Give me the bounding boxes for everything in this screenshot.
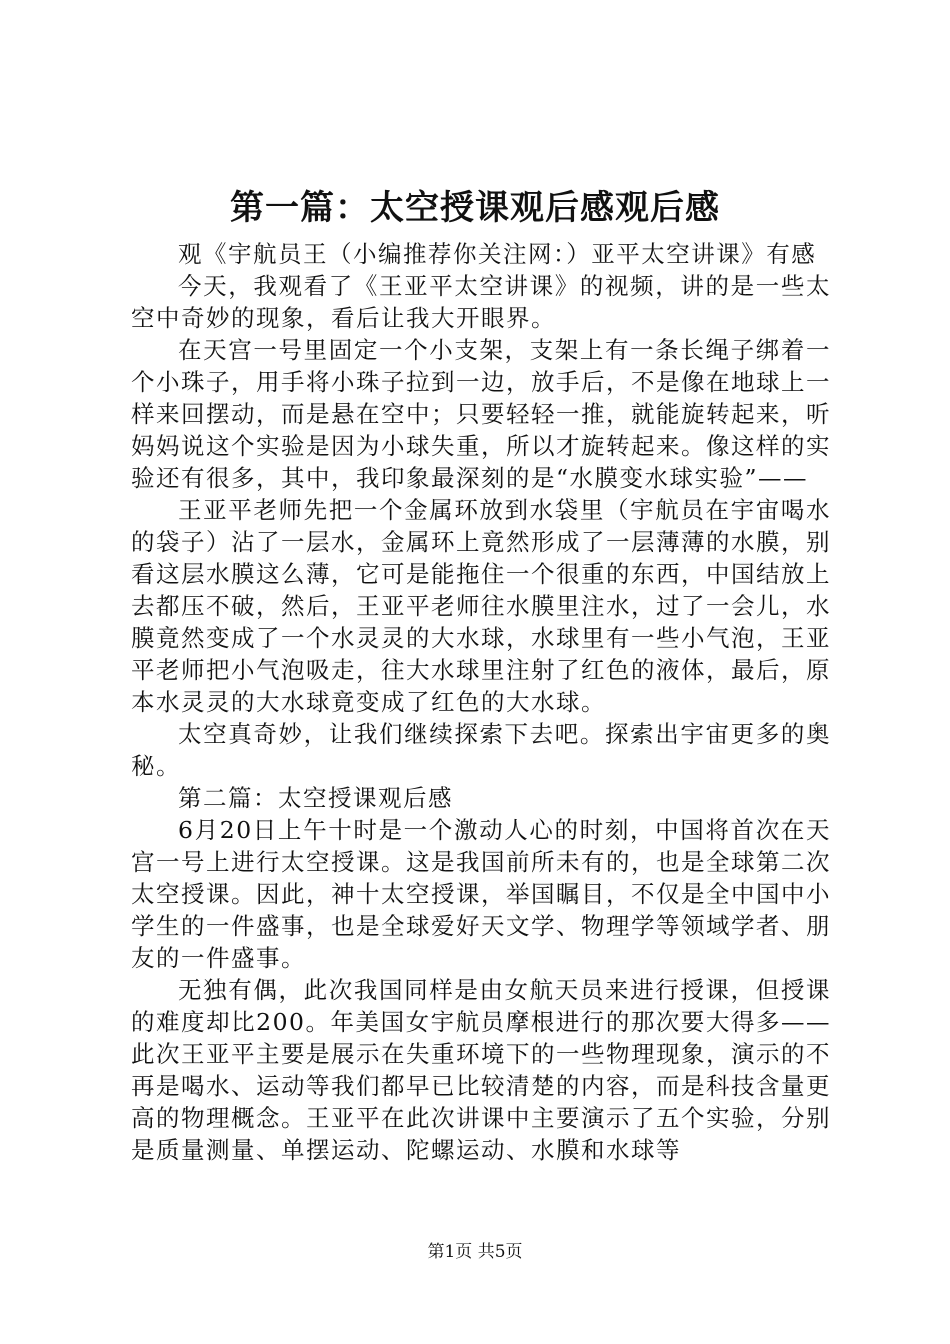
paragraph: 6月20日上午十时是一个激动人心的时刻，中国将首次在天宫一号上进行太空授课。这是我国前所未有的，也是全球第二次太空授课。因此，神十太空授课，举国瞩目，不仅是全中国中小学生的一件盛事，也是全球爱好天文学、物理学等领域学者、朋友的一件盛事。 bbox=[131, 816, 831, 972]
paragraph: 在天宫一号里固定一个小支架，支架上有一条长绳子绑着一个小珠子，用手将小珠子拉到一边，放手后，不是像在地球上一样来回摆动，而是悬在空中；只要轻轻一推，就能旋转起来，听妈妈说这个实验是因为小球失重，所以才旋转起来。像这样的实验还有很多，其中，我印象最深刻的是“水膜变水球实验”—— bbox=[131, 336, 831, 492]
section-heading: 第二篇：太空授课观后感 bbox=[178, 784, 453, 812]
paragraph: 太空真奇妙，让我们继续探索下去吧。探索出宇宙更多的奥秘。 bbox=[131, 720, 831, 780]
document-title: 第一篇：太空授课观后感观后感 bbox=[230, 188, 720, 228]
paragraph: 今天，我观看了《王亚平太空讲课》的视频，讲的是一些太空中奇妙的现象，看后让我大开眼界。 bbox=[131, 272, 831, 332]
page-footer: 第1页 共5页 bbox=[427, 1242, 523, 1262]
paragraph: 无独有偶，此次我国同样是由女航天员来进行授课，但授课的难度却比200。年美国女宇航员摩根进行的那次要大得多——此次王亚平主要是展示在失重环境下的一些物理现象，演示的不再是喝水、运动等我们都早已比较清楚的内容，而是科技含量更高的物理概念。王亚平在此次讲课中主要演示了五个实验，分别是质量测量、单摆运动、陀螺运动、水膜和水球等 bbox=[131, 976, 831, 1164]
paragraph: 王亚平老师先把一个金属环放到水袋里（宇航员在宇宙喝水的袋子）沾了一层水，金属环上竟然形成了一层薄薄的水膜，别看这层水膜这么薄，它可是能拖住一个很重的东西，中国结放上去都压不破，然后，王亚平老师往水膜里注水，过了一会儿，水膜竟然变成了一个水灵灵的大水球，水球里有一些小气泡，王亚平老师把小气泡吸走，往大水球里注射了红色的液体，最后，原本水灵灵的大水球竟变成了红色的大水球。 bbox=[131, 496, 831, 716]
document-body bbox=[131, 238, 831, 1166]
paragraph: 观《宇航员王（小编推荐你关注网：）亚平太空讲课》有感 bbox=[178, 240, 817, 268]
